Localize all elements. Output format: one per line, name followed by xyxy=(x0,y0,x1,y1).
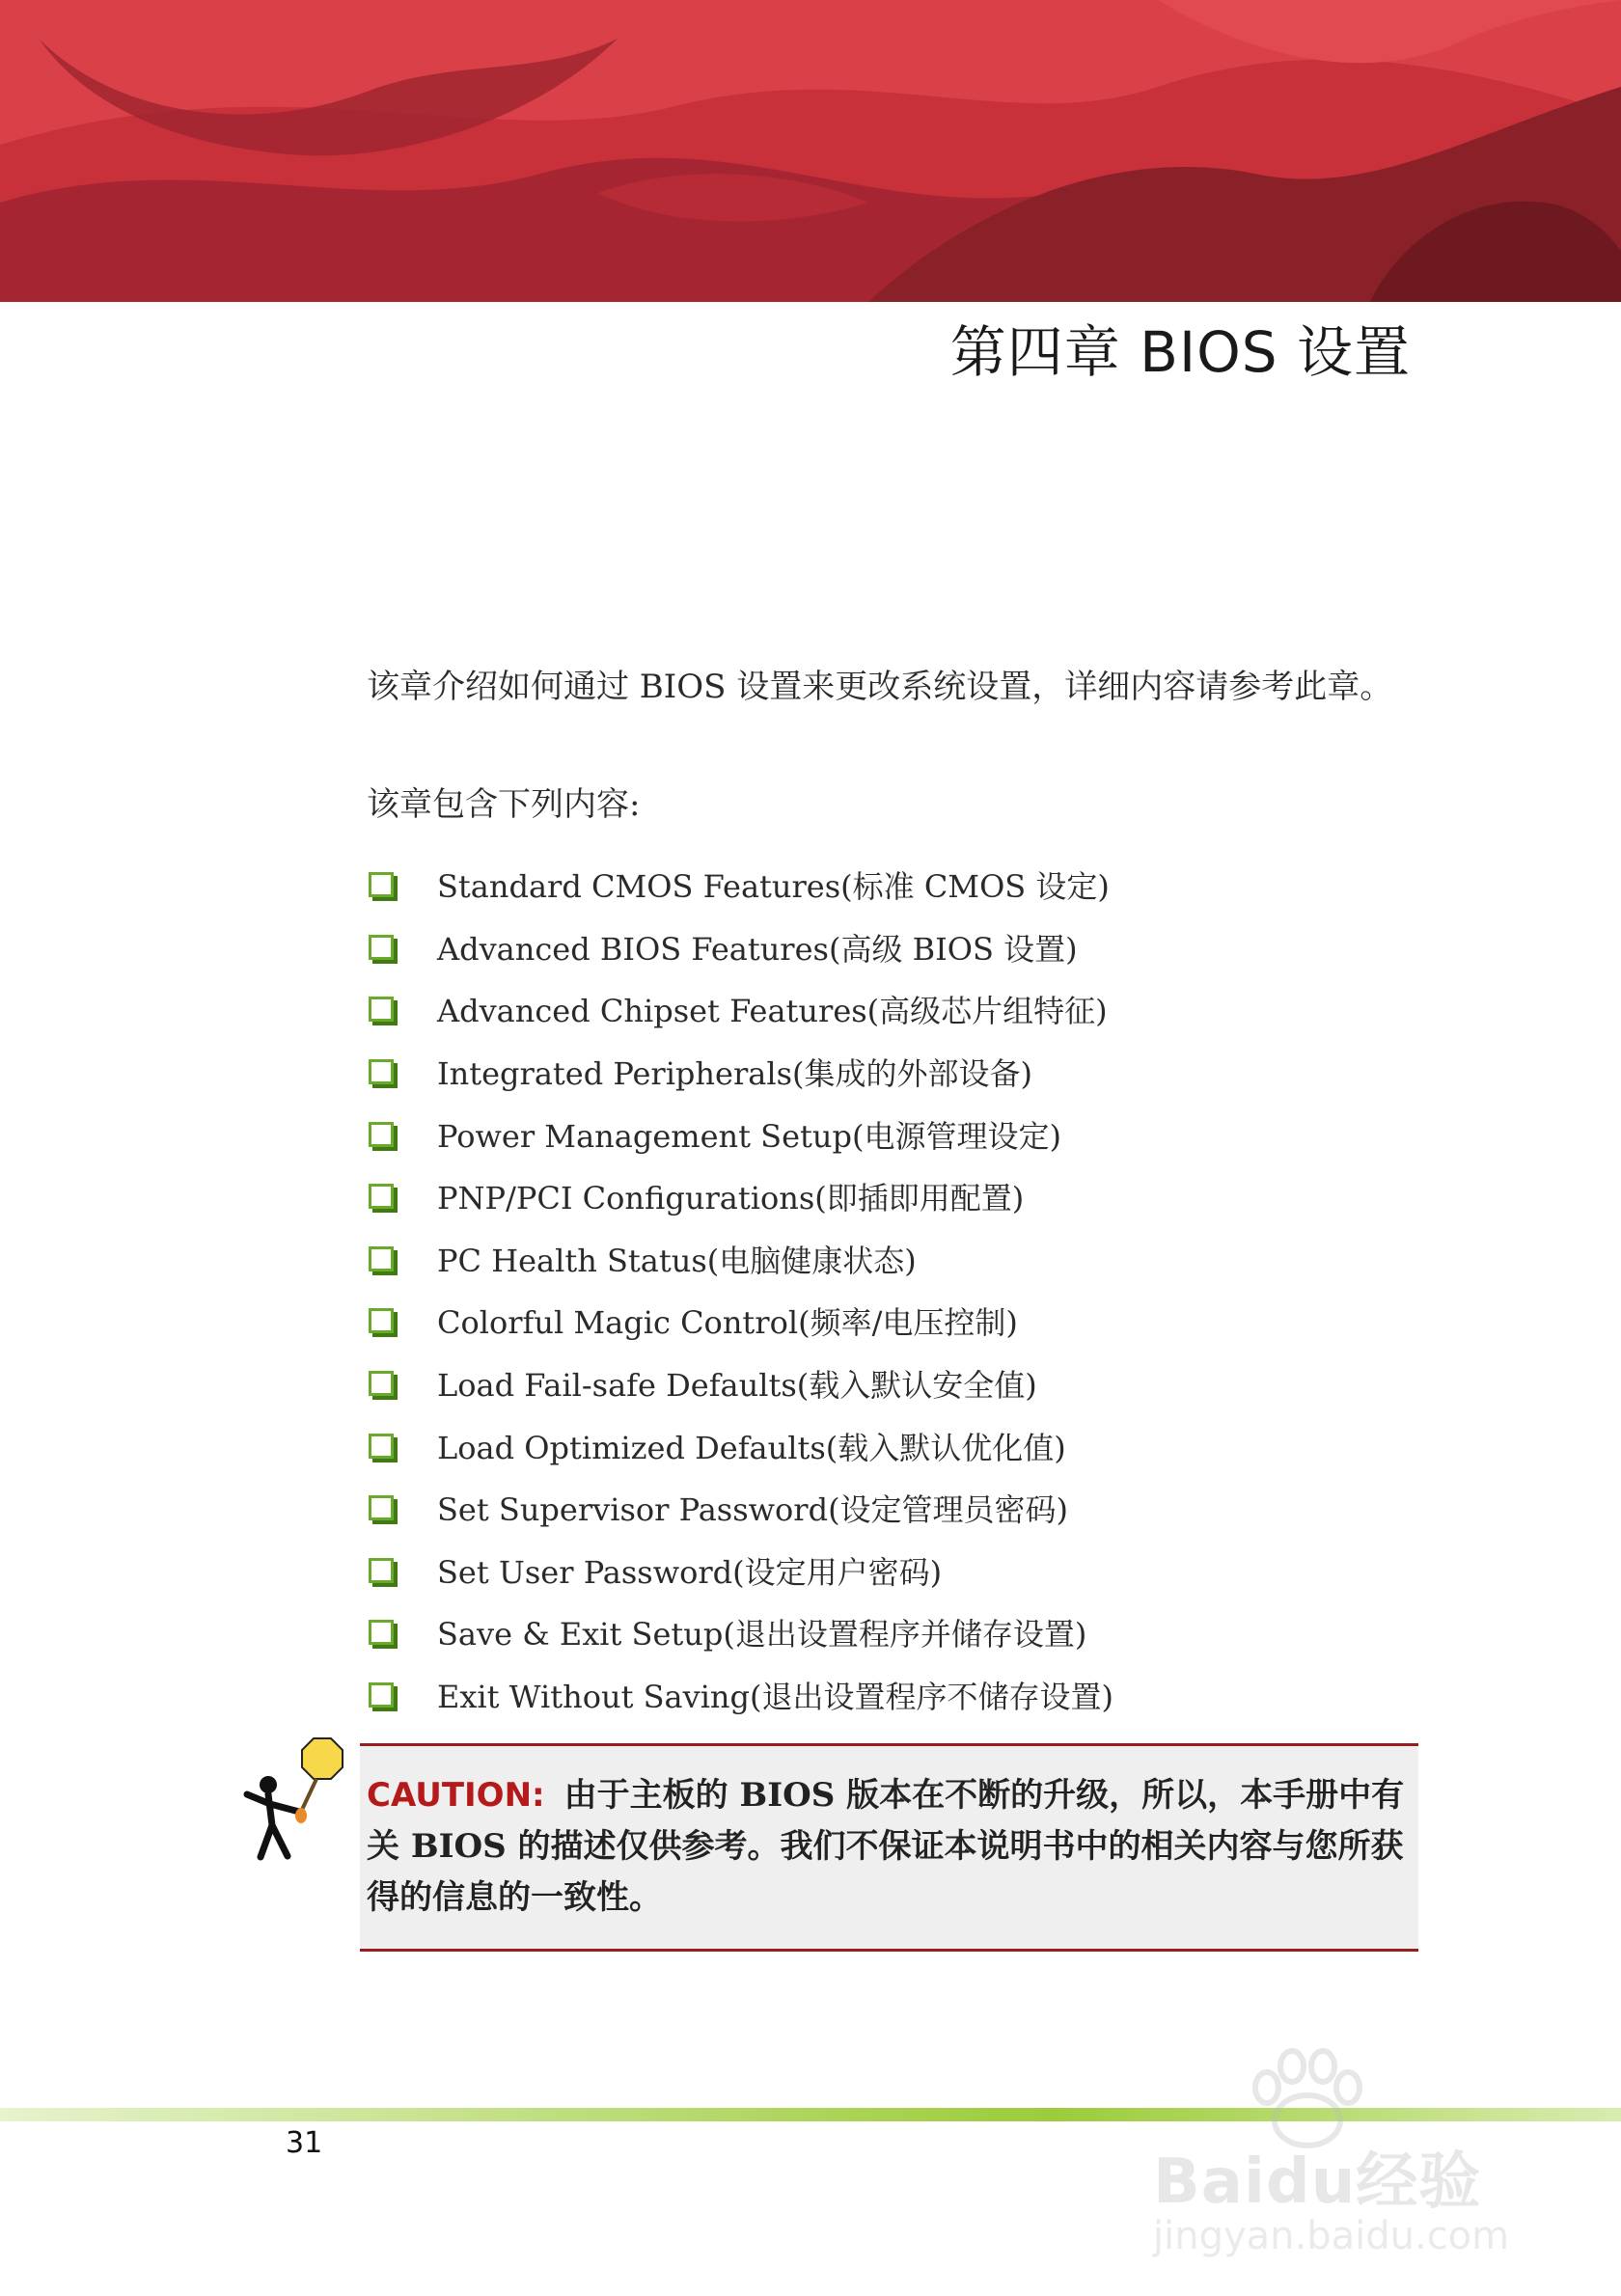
contents-item xyxy=(367,1041,1428,1104)
checkbox-icon xyxy=(369,1620,394,1645)
checkbox-icon xyxy=(369,1371,394,1396)
contents-item-label: Integrated Peripherals(集成的外部设备) xyxy=(437,1055,1032,1093)
contents-item xyxy=(367,1414,1428,1477)
contents-item xyxy=(367,1540,1428,1602)
contents-item xyxy=(367,1228,1428,1291)
page-number: 31 xyxy=(286,2126,323,2160)
contents-item-label: Advanced Chipset Features(高级芯片组特征) xyxy=(437,993,1108,1030)
caution-box xyxy=(360,1743,1418,1952)
caution-text-block xyxy=(367,1770,1409,1924)
contents-item xyxy=(367,1601,1428,1664)
contents-item-label: Colorful Magic Control(频率/电压控制) xyxy=(437,1304,1018,1342)
contents-item-label: Exit Without Saving(退出设置程序不储存设置) xyxy=(437,1679,1113,1716)
checkbox-icon xyxy=(369,1246,394,1271)
contents-item-label: PC Health Status(电脑健康状态) xyxy=(437,1242,917,1279)
contents-item xyxy=(367,978,1428,1041)
checkbox-icon xyxy=(369,1059,394,1084)
header-banner xyxy=(0,0,1621,302)
watermark-brand: Baidu经验 xyxy=(1153,2146,1482,2218)
checkbox-icon xyxy=(369,1434,394,1459)
checkbox-icon xyxy=(369,1184,394,1209)
checkbox-icon xyxy=(369,1558,394,1583)
checkbox-icon xyxy=(369,1308,394,1333)
baidu-watermark xyxy=(1143,2045,1549,2277)
caution-label: CAUTION: xyxy=(367,1776,545,1815)
contents-item-label: Set User Password(设定用户密码) xyxy=(437,1553,943,1591)
checkbox-icon xyxy=(369,872,394,897)
contents-item xyxy=(367,916,1428,979)
caution-message: 由于主板的 BIOS 版本在不断的升级，所以，本手册中有关 BIOS 的描述仅供参考。我们不保证本说明书中的相关内容与您所获得的信息的一致性。 xyxy=(367,1776,1405,1917)
intro-paragraph: 该章介绍如何通过 BIOS 设置来更改系统设置，详细内容请参考此章。 xyxy=(367,668,1393,706)
contents-item xyxy=(367,1290,1428,1353)
contents-item xyxy=(367,1477,1428,1540)
contents-item-label: PNP/PCI Configurations(即插即用配置) xyxy=(437,1180,1025,1217)
contents-item-label: Advanced BIOS Features(高级 BIOS 设置) xyxy=(437,930,1078,968)
checkbox-icon xyxy=(369,935,394,960)
stop-sign-figure-icon xyxy=(232,1736,357,1862)
contents-item-label: Load Fail-safe Defaults(载入默认安全值) xyxy=(437,1367,1037,1405)
contents-item-label: Save & Exit Setup(退出设置程序并储存设置) xyxy=(437,1616,1087,1654)
checkbox-icon xyxy=(369,1122,394,1147)
checkbox-icon xyxy=(369,1495,394,1520)
contents-item-label: Power Management Setup(电源管理设定) xyxy=(437,1117,1061,1155)
checkbox-icon xyxy=(369,997,394,1022)
contents-item xyxy=(367,854,1428,916)
contents-list xyxy=(367,854,1428,1726)
contents-item-label: Load Optimized Defaults(载入默认优化值) xyxy=(437,1429,1066,1466)
contents-item-label: Set Supervisor Password(设定管理员密码) xyxy=(437,1491,1069,1529)
contents-item xyxy=(367,1103,1428,1165)
contents-item-label: Standard CMOS Features(标准 CMOS 设定) xyxy=(437,868,1110,906)
watermark-url: jingyan.baidu.com xyxy=(1153,2214,1510,2258)
contents-item xyxy=(367,1353,1428,1415)
contents-item xyxy=(367,1664,1428,1727)
contents-label: 该章包含下列内容: xyxy=(367,785,641,824)
checkbox-icon xyxy=(369,1682,394,1708)
chapter-title: 第四章 BIOS 设置 xyxy=(949,319,1411,385)
contents-item xyxy=(367,1165,1428,1228)
